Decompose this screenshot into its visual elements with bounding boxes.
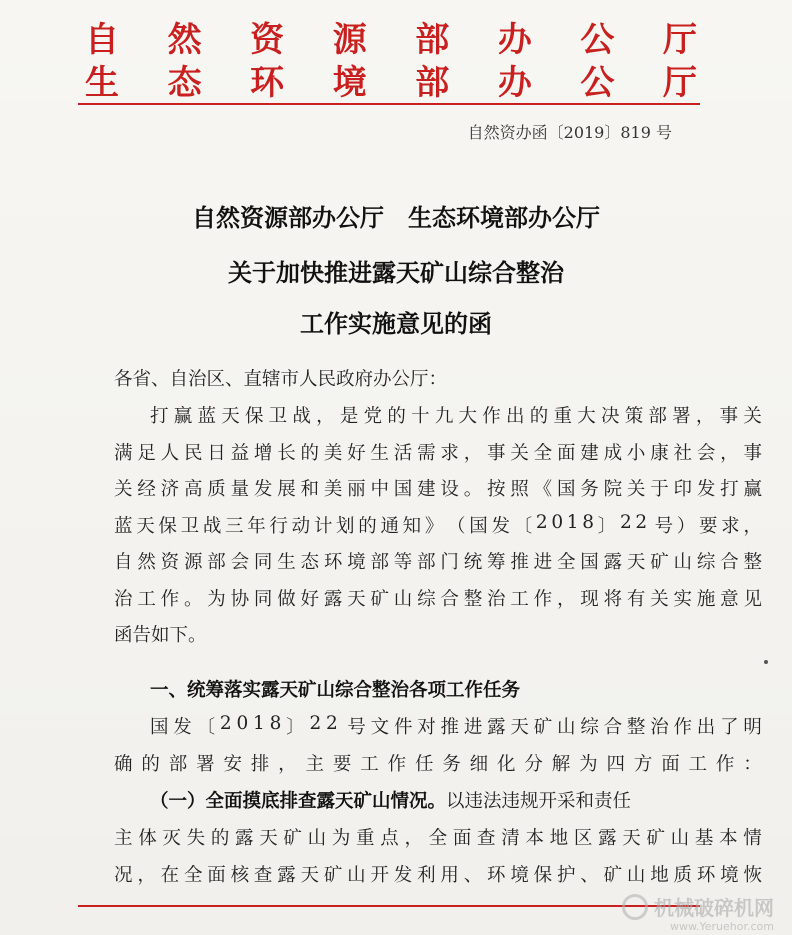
stray-mark	[764, 660, 768, 664]
header-char: 态	[167, 63, 202, 103]
section-1-heading: 一、统筹落实露天矿山综合整治各项工作任务	[150, 680, 521, 701]
header-char: 公	[580, 20, 615, 60]
header-char: 厅	[662, 63, 697, 103]
title-line-3: 工作实施意见的函	[300, 309, 492, 338]
paragraph-line: 确 的 部 署 安 排 ， 主 要 工 作 任 务 细 化 分 解 为 四 方 面 工 作 ：	[114, 753, 762, 775]
header-char: 自	[85, 20, 119, 60]
header-char: 然	[167, 20, 202, 60]
paragraph-line: 国 发 〔 2 0 1 8 〕 2 2 号 文 件 对 推 进 露 天 矿 山 综 合 整 治 作 出 了 明	[150, 713, 762, 738]
title-line-1: 自然资源部办公厅 生态环境部办公厅	[192, 203, 600, 232]
header-char: 厅	[662, 20, 697, 60]
document-number: 自然资办函〔2019〕819 号	[467, 123, 672, 142]
paragraph-line: 自 然 资 源 部 会 同 生 态 环 境 部 等 部 门 统 筹 推 进 全 国 露 天 矿 山 综 合 整	[114, 552, 762, 573]
item-1-lead: （一）全面摸底排查露天矿山情况。	[150, 791, 447, 812]
header-char: 办	[497, 63, 532, 103]
title-line-2: 关于加快推进露天矿山综合整治	[228, 258, 564, 287]
paragraph-line: 治 工 作 。 为 协 同 做 好 露 天 矿 山 综 合 整 治 工 作 ， 现 将 有 关 实 施 意 见	[114, 588, 762, 610]
header-char: 部	[415, 63, 450, 103]
item-1-rest: 以违法违规开采和责任	[446, 791, 632, 812]
header-char: 资	[250, 20, 285, 60]
header-char: 生	[85, 63, 119, 103]
header-char: 办	[497, 20, 532, 60]
paragraph-line: 主 体 灭 失 的 露 天 矿 山 为 重 点 ， 全 面 查 清 本 地 区 露 天 矿 山 基 本 情	[114, 828, 762, 849]
header-char: 公	[580, 63, 615, 103]
header-char: 环	[250, 63, 285, 103]
watermark-logo-icon	[622, 894, 648, 920]
watermark-name: 机械破碎机网	[654, 896, 774, 920]
paragraph-line: 函告如下。	[114, 625, 207, 646]
header-char: 源	[332, 20, 367, 60]
paragraph-line: 关 经 济 高 质 量 发 展 和 美 丽 中 国 建 设 。 按 照 《 国 务 院 关 于 印 发 打 赢	[114, 479, 762, 500]
footer-red-rule	[78, 905, 700, 907]
issuer-header-line-2	[82, 55, 700, 104]
paragraph-line: 况 ， 在 全 面 核 查 露 天 矿 山 开 发 利 用 、 环 境 保 护 、 矿 山 地 质 环 境 恢	[114, 864, 762, 886]
item-1-first-line	[150, 787, 631, 813]
header-char: 境	[332, 63, 367, 103]
issuer-header-line-1	[82, 12, 700, 61]
salutation: 各省、自治区、直辖市人民政府办公厅：	[114, 369, 448, 390]
paragraph-line: 满 足 人 民 日 益 增 长 的 美 好 生 活 需 求 ， 事 关 全 面 建 成 小 康 社 会 ， 事	[114, 442, 762, 464]
paragraph-line: 蓝 天 保 卫 战 三 年 行 动 计 划 的 通 知 》 （ 国 发 〔 2 0 1 8 〕 2 2 号 ） 要 求 ，	[114, 511, 762, 537]
watermark-url: www.Yeruehor.com	[670, 920, 774, 933]
paragraph-line: 打 赢 蓝 天 保 卫 战 ， 是 党 的 十 九 大 作 出 的 重 大 决 策 部 署 ， 事 关	[150, 406, 762, 427]
header-char: 部	[415, 20, 450, 60]
watermark	[622, 892, 774, 933]
header-red-rule	[78, 103, 700, 105]
